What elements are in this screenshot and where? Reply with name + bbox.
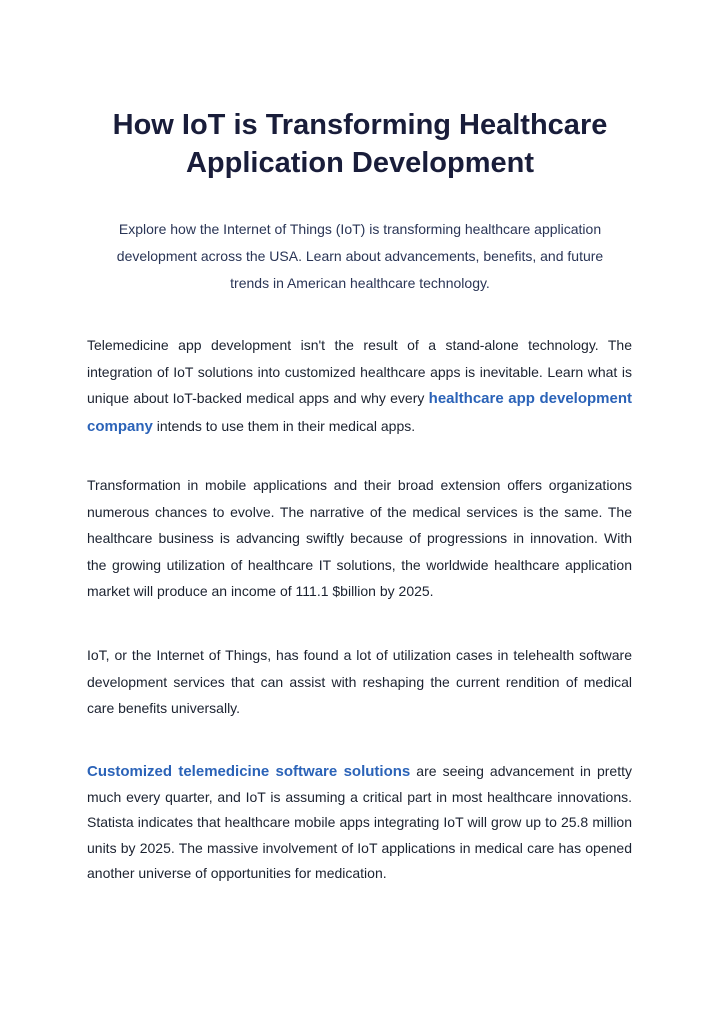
paragraph-intro	[87, 332, 632, 440]
paragraph-intro-text-after: intends to use them in their medical apps.	[152, 417, 416, 434]
paragraph-telemedicine	[87, 759, 632, 887]
paragraph-market: Transformation in mobile applications and their broad extension offers organizations numerous chances to evolve. The narrative of the medical services is the same. The healthcare business is advancing swiftly because of progressions in innovation. With the growing utilization of healthcare IT solutions, the worldwide healthcare application market will produce an income of 111.1 $billion by 2025.	[87, 477, 632, 599]
page-title: How IoT is Transforming Healthcare Application Development	[112, 109, 608, 179]
page-subtitle: Explore how the Internet of Things (IoT) is transforming healthcare application development across the USA. Learn about advancements, benefits, and future trends in American healthcare technology.	[116, 221, 604, 291]
paragraph-intro-text-before: Telemedicine app development isn't the result of a stand-alone technology. The integration of IoT solutions into customized healthcare apps is inevitable. Learn what is unique about IoT-backed medical apps and why every	[87, 337, 632, 406]
customized-telemedicine-software-solutions-link[interactable]: Customized telemedicine software solutions	[87, 763, 411, 780]
paragraph-iot: IoT, or the Internet of Things, has found a lot of utilization cases in telehealth software development services that can assist with reshaping the current rendition of medical care benefits universally.	[87, 647, 632, 716]
healthcare-app-development-company-link[interactable]: healthcare app development company	[87, 390, 632, 435]
paragraph-telemedicine-text: are seeing advancement in pretty much every quarter, and IoT is assuming a critical part in most healthcare innovations. Statista indicates that healthcare mobile apps integrating IoT will grow up to 25.8 million units by 2025. The massive involvement of IoT applications in medical care has opened another universe of opportunities for medication.	[87, 763, 633, 881]
